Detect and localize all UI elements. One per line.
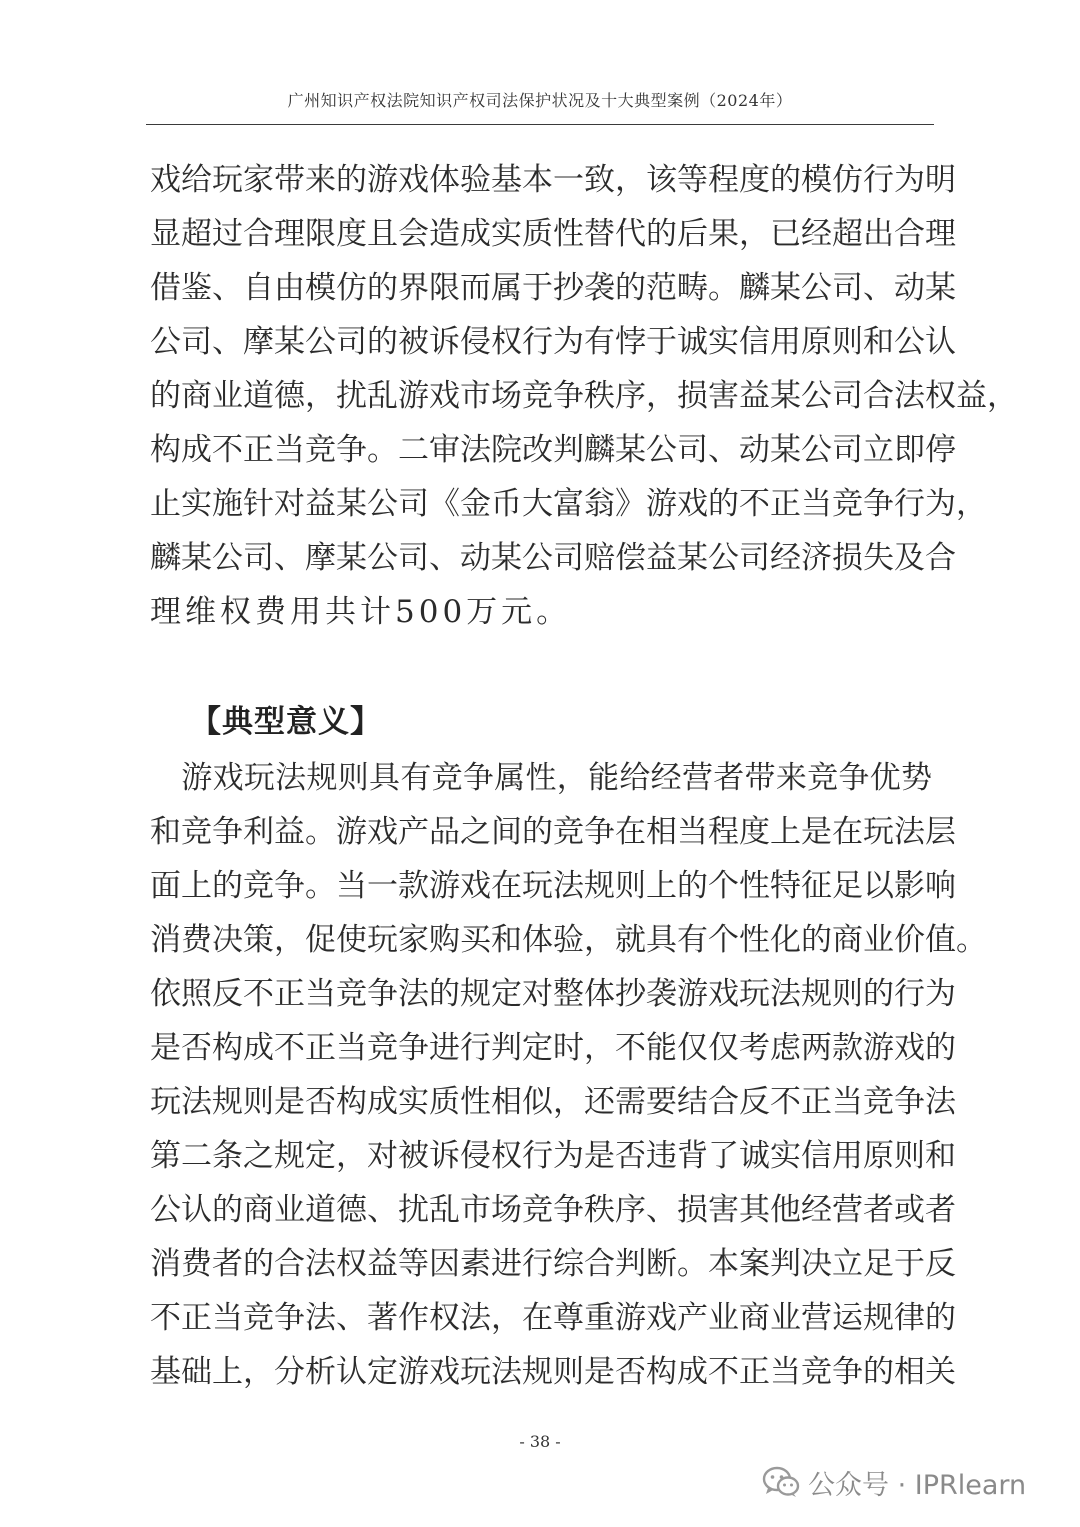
page-number: - 38 - [519, 1432, 561, 1451]
paragraph-line: 麟某公司、摩某公司、动某公司赔偿益某公司经济损失及合 [150, 540, 956, 576]
paragraph-line: 游戏玩法规则具有竞争属性，能给经营者带来竞争优势 [150, 760, 932, 796]
paragraph-line: 戏给玩家带来的游戏体验基本一致，该等程度的模仿行为明 [150, 162, 956, 198]
paragraph-line: 玩法规则是否构成实质性相似，还需要结合反不正当竞争法 [150, 1084, 956, 1120]
paragraph-line: 公认的商业道德、扰乱市场竞争秩序、损害其他经营者或者 [150, 1192, 956, 1228]
paragraph-line: 构成不正当竞争。二审法院改判麟某公司、动某公司立即停 [150, 432, 956, 468]
paragraph-line: 的商业道德，扰乱游戏市场竞争秩序，损害益某公司合法权益， [150, 378, 1018, 414]
paragraph-line: 显超过合理限度且会造成实质性替代的后果，已经超出合理 [150, 216, 956, 252]
paragraph-line: 消费决策，促使玩家购买和体验，就具有个性化的商业价值。 [150, 922, 987, 958]
paragraph-line: 不正当竞争法、著作权法，在尊重游戏产业商业营运规律的 [150, 1300, 956, 1336]
paragraph-line: 借鉴、自由模仿的界限而属于抄袭的范畴。麟某公司、动某 [150, 270, 956, 306]
paragraph-line: 是否构成不正当竞争进行判定时，不能仅仅考虑两款游戏的 [150, 1030, 956, 1066]
paragraph-line: 依照反不正当竞争法的规定对整体抄袭游戏玩法规则的行为 [150, 976, 956, 1012]
paragraph-line: 公司、摩某公司的被诉侵权行为有悖于诚实信用原则和公认 [150, 324, 956, 360]
running-header: 广州知识产权法院知识产权司法保护状况及十大典型案例（2024年） [287, 91, 793, 110]
paragraph-line: 止实施针对益某公司《金币大富翁》游戏的不正当竞争行为， [150, 486, 987, 522]
paragraph-line: 和竞争利益。游戏产品之间的竞争在相当程度上是在玩法层 [150, 814, 956, 850]
header-divider [146, 124, 934, 125]
watermark-text: 公众号 · IPRlearn [808, 1469, 1027, 1501]
section-heading: 【典型意义】 [190, 704, 382, 740]
paragraph-line: 理维权费用共计500万元。 [150, 594, 572, 630]
paragraph-line: 消费者的合法权益等因素进行综合判断。本案判决立足于反 [150, 1246, 956, 1282]
paragraph-line: 基础上，分析认定游戏玩法规则是否构成不正当竞争的相关 [150, 1354, 956, 1390]
paragraph-line: 面上的竞争。当一款游戏在玩法规则上的个性特征足以影响 [150, 868, 956, 904]
watermark [762, 1460, 1026, 1504]
wechat-icon [762, 1465, 800, 1499]
paragraph-line: 第二条之规定，对被诉侵权行为是否违背了诚实信用原则和 [150, 1138, 956, 1174]
